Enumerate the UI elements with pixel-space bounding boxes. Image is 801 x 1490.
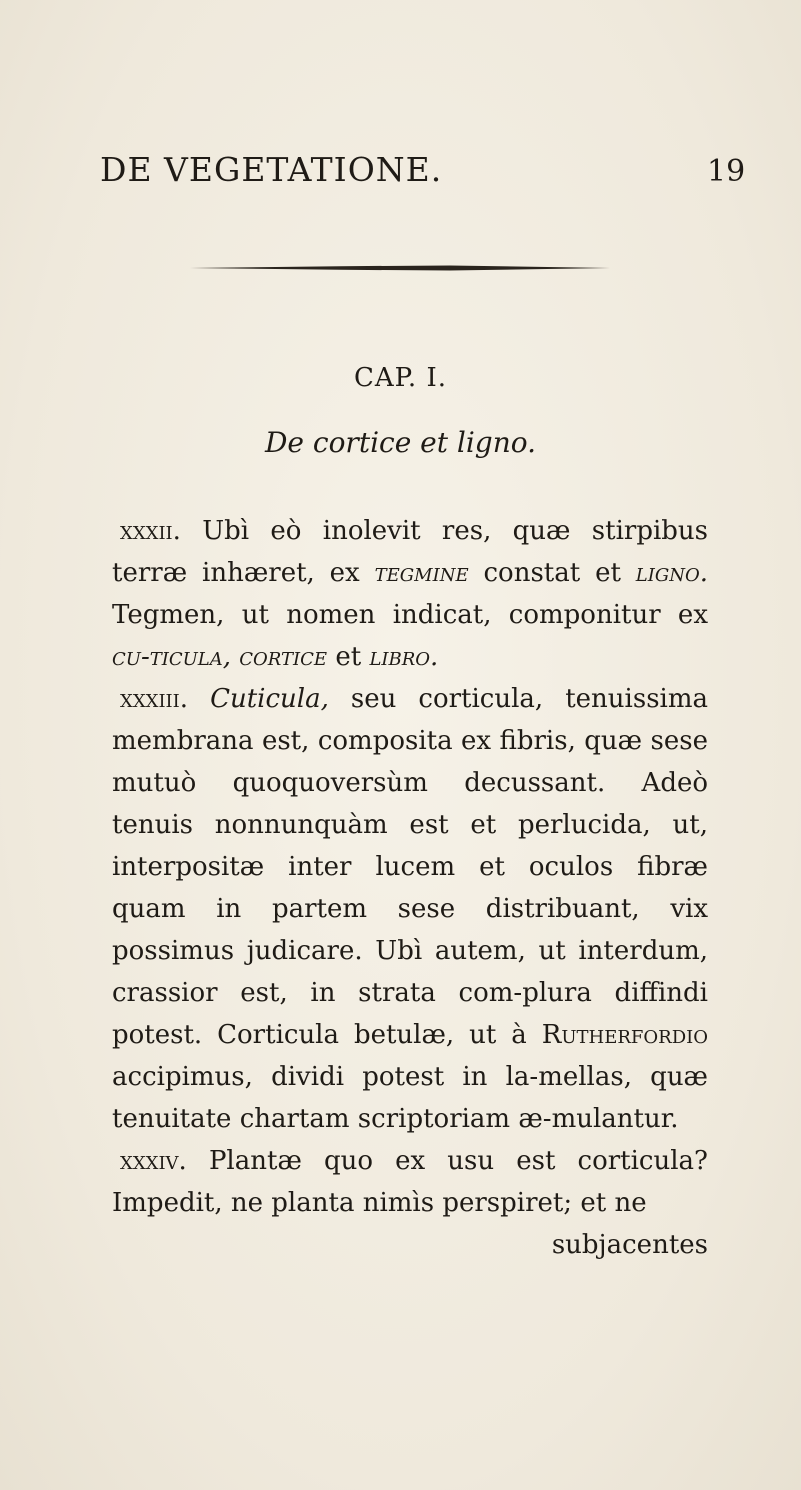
paragraph-text: et	[335, 642, 362, 672]
section-number: xxxii.	[120, 516, 181, 546]
paragraph-text: constat et	[483, 558, 621, 588]
body-text	[112, 510, 708, 1266]
term: cu-ticula,	[112, 642, 232, 672]
section-number: xxxiii.	[120, 684, 189, 714]
paragraph-xxxii	[112, 510, 708, 678]
chapter-title: CAP. I.	[354, 363, 447, 393]
term: cortice	[239, 642, 328, 672]
catchword: subjacentes	[551, 1230, 708, 1260]
paragraph-text: Ubì eò inolevit res, quæ stirpibus terræ inhæret, ex	[112, 516, 709, 588]
running-title: DE VEGETATIONE.	[100, 150, 443, 189]
term: libro.	[369, 642, 439, 672]
paragraph-text: Tegmen, ut nomen indicat, componitur ex	[112, 600, 708, 630]
author-name: Rutherfordio	[541, 1020, 708, 1050]
term: ligno.	[635, 558, 709, 588]
ornament-rule	[190, 265, 610, 271]
chapter-subtitle: De cortice et ligno.	[264, 426, 537, 459]
paragraph-xxxiii	[112, 678, 708, 1140]
paragraph-text: Plantæ quo ex usu est corticula? Impedit, ne planta nimìs perspiret; et ne	[112, 1146, 708, 1218]
paragraph-xxxiv	[112, 1140, 708, 1266]
running-head	[0, 150, 801, 190]
page-number: 19	[707, 154, 746, 189]
section-number: xxxiv.	[120, 1146, 187, 1176]
paragraph-text: accipimus, dividi potest in la-mellas, quæ tenuitate chartam scriptoriam æ-mulantur.	[112, 1062, 708, 1134]
paragraph-text: seu corticula, tenuissima membrana est, composita ex fibris, quæ sese mutuò quoquoversùm decussant. Adeò tenuis nonnunquàm est et perlucida, ut, interpositæ inter lucem et oculos fibræ quam in partem sese distribuant, vix possimus judicare. Ubì autem, ut interdum, crassior est, in strata com-plura diffindi potest. Corticula betulæ, ut à	[112, 684, 709, 1050]
term: tegmine	[374, 558, 469, 588]
term: Cuticula,	[210, 684, 329, 714]
